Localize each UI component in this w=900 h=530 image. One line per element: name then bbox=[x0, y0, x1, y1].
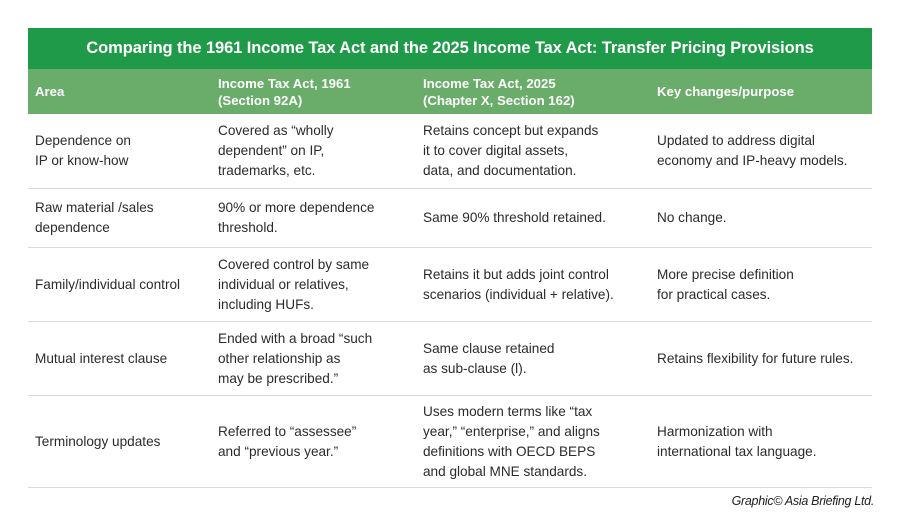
cell-key-changes: Updated to address digital economy and IP-heavy models. bbox=[657, 133, 848, 168]
cell-key-changes: No change. bbox=[657, 210, 727, 225]
table-row bbox=[28, 248, 872, 322]
cell-act-1961: Covered control by same individual or relatives, including HUFs. bbox=[218, 256, 370, 312]
table-title: Comparing the 1961 Income Tax Act and the 2025 Income Tax Act: Transfer Pricing Provisions bbox=[28, 28, 872, 69]
cell-act-1961: Covered as “wholly dependent” on IP, trademarks, etc. bbox=[218, 123, 334, 178]
cell-act-1961: Ended with a broad “such other relationship as may be prescribed.” bbox=[218, 330, 373, 386]
cell-key-changes: Retains flexibility for future rules. bbox=[657, 350, 854, 366]
header-row bbox=[28, 69, 872, 114]
cell-area: Mutual interest clause bbox=[35, 350, 168, 366]
table-row bbox=[28, 396, 872, 488]
cell-act-1961: Referred to “assessee” and “previous year.” bbox=[218, 423, 357, 459]
cell-area: Family/individual control bbox=[35, 276, 181, 292]
cell-act-2025: Uses modern terms like “tax year,” “enterprise,” and aligns definitions with OECD BEPS and global MNE standards. bbox=[423, 403, 600, 479]
table-row bbox=[28, 114, 872, 189]
graphic-credit: Graphic© Asia Briefing Ltd. bbox=[731, 494, 874, 508]
cell-act-2025: Same 90% threshold retained. bbox=[423, 210, 606, 225]
comparison-table bbox=[28, 28, 872, 488]
header-area: Area bbox=[35, 84, 65, 99]
cell-area: Terminology updates bbox=[35, 433, 161, 449]
table-row bbox=[28, 189, 872, 248]
cell-area: Raw material /sales dependence bbox=[35, 200, 154, 235]
header-act-2025: Income Tax Act, 2025 (Chapter X, Section 162) bbox=[423, 75, 575, 108]
header-key-changes: Key changes/purpose bbox=[657, 84, 795, 99]
cell-act-2025: Retains it but adds joint control scenarios (individual + relative). bbox=[423, 266, 614, 302]
cell-act-1961: 90% or more dependence threshold. bbox=[218, 200, 375, 235]
cell-act-2025: Same clause retained as sub-clause (l). bbox=[423, 340, 555, 376]
cell-key-changes: Harmonization with international tax language. bbox=[657, 423, 817, 459]
cell-area: Dependence on IP or know-how bbox=[35, 133, 131, 168]
header-act-1961: Income Tax Act, 1961 (Section 92A) bbox=[218, 75, 351, 108]
cell-key-changes: More precise definition for practical cases. bbox=[657, 266, 794, 302]
table-row bbox=[28, 322, 872, 396]
cell-act-2025: Retains concept but expands it to cover digital assets, data, and documentation. bbox=[423, 123, 599, 178]
